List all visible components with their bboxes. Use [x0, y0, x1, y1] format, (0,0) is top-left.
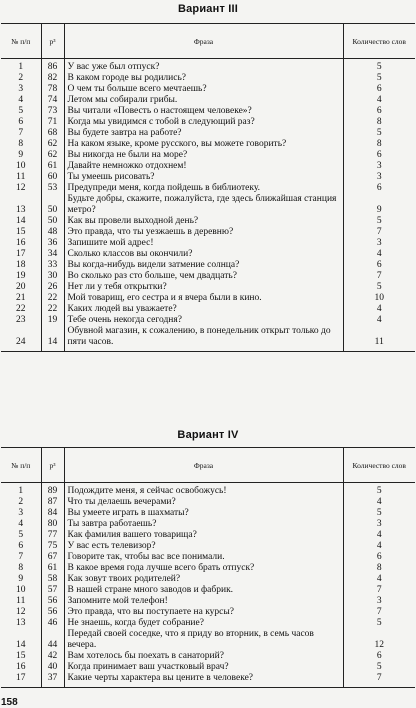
row-number: 6 — [18, 117, 24, 127]
p-value: 62 — [41, 150, 64, 161]
row-number: 9 — [18, 574, 24, 584]
word-count: 7 — [343, 227, 415, 238]
row-number: 12 — [16, 183, 26, 193]
phrase-text: Во сколько раз сто больше, чем двадцать? — [64, 271, 343, 282]
word-count: 4 — [343, 95, 415, 106]
table-row — [1, 84, 415, 95]
table-row — [1, 282, 415, 293]
phrase-text: Передай своей соседке, что я приду во вторник, в семь часов вечера. — [64, 629, 343, 651]
row-number: 11 — [16, 172, 26, 182]
phrase-text: Вы когда-нибудь видели затмение солнца? — [64, 260, 343, 271]
row-number: 2 — [18, 497, 24, 507]
word-count: 10 — [343, 293, 415, 304]
table-row — [1, 150, 415, 161]
phrase-text: Ты умеешь рисовать? — [64, 172, 343, 183]
table-row — [1, 249, 415, 260]
phrase-text: На каком языке, кроме русского, вы можете говорить? — [64, 139, 343, 150]
table-row — [1, 651, 415, 662]
row-number: 24 — [16, 337, 26, 347]
table-row — [1, 62, 415, 73]
word-count: 5 — [343, 73, 415, 84]
word-count: 9 — [343, 194, 415, 216]
word-count: 5 — [343, 216, 415, 227]
phrase-text: Каких людей вы уважаете? — [64, 304, 343, 315]
table-row — [1, 106, 415, 117]
word-count: 6 — [343, 552, 415, 563]
row-number: 10 — [16, 161, 26, 171]
p-value: 50 — [41, 194, 64, 216]
p-value: 71 — [41, 117, 64, 128]
row-number: 1 — [18, 62, 24, 72]
p-value: 19 — [41, 315, 64, 326]
word-count: 6 — [343, 150, 415, 161]
row-number: 16 — [16, 662, 26, 672]
phrase-text: В нашей стране много заводов и фабрик. — [64, 585, 343, 596]
table-row — [1, 315, 415, 326]
table-row — [1, 139, 415, 150]
word-count: 5 — [343, 618, 415, 629]
phrase-text: Вы читали «Повесть о настоящем человеке»? — [64, 106, 343, 117]
row-number: 8 — [18, 139, 24, 149]
row-number: 2 — [18, 73, 24, 83]
p-value: 86 — [41, 62, 64, 73]
word-count: 11 — [343, 326, 415, 348]
word-count: 3 — [343, 172, 415, 183]
row-number: 15 — [16, 651, 26, 661]
phrase-text: Мой товарищ, его сестра и я вчера были в кино. — [64, 293, 343, 304]
row-number: 10 — [16, 585, 26, 595]
p-value: 37 — [41, 673, 64, 684]
phrase-text: Какие черты характера вы цените в человеке? — [64, 673, 343, 684]
p-value: 42 — [41, 651, 64, 662]
phrase-text: Когда принимает ваш участковый врач? — [64, 662, 343, 673]
row-number: 19 — [16, 271, 26, 281]
table-row — [1, 497, 415, 508]
table-row — [1, 629, 415, 651]
row-number: 9 — [18, 150, 24, 160]
table-header-row — [1, 24, 415, 59]
table-row — [1, 607, 415, 618]
p-value: 67 — [41, 552, 64, 563]
row-number: 3 — [18, 84, 24, 94]
row-number: 16 — [16, 238, 26, 248]
p-value: 68 — [41, 128, 64, 139]
row-number: 7 — [18, 552, 24, 562]
table-row — [1, 73, 415, 84]
word-count: 8 — [343, 117, 415, 128]
word-count: 4 — [343, 541, 415, 552]
p-value: 73 — [41, 106, 64, 117]
column-header-word-count: Количество слов — [343, 24, 415, 59]
p-value: 61 — [41, 563, 64, 574]
table-spacer-row — [1, 684, 415, 688]
p-value: 78 — [41, 84, 64, 95]
table-row — [1, 585, 415, 596]
row-number: 3 — [18, 508, 24, 518]
word-count: 5 — [343, 508, 415, 519]
word-count: 5 — [343, 486, 415, 497]
word-count: 6 — [343, 260, 415, 271]
table-row — [1, 304, 415, 315]
phrase-text: Подождите меня, я сейчас освобожусь! — [64, 486, 343, 497]
word-count: 4 — [343, 249, 415, 260]
word-count: 12 — [343, 629, 415, 651]
phrase-text: Как фамилия вашего товарища? — [64, 530, 343, 541]
p-value: 46 — [41, 618, 64, 629]
word-count: 8 — [343, 563, 415, 574]
phrase-text: О чем ты больше всего мечтаешь? — [64, 84, 343, 95]
word-count: 5 — [343, 662, 415, 673]
phrase-text: Как вы провели выходной день? — [64, 216, 343, 227]
p-value: 50 — [41, 216, 64, 227]
variant-3-table — [1, 23, 415, 352]
table-row — [1, 552, 415, 563]
phrase-text: Сколько классов вы окончили? — [64, 249, 343, 260]
word-count: 5 — [343, 282, 415, 293]
table-row — [1, 596, 415, 607]
row-number: 20 — [16, 282, 26, 292]
p-value: 22 — [41, 293, 64, 304]
phrase-text: Нет ли у тебя открытки? — [64, 282, 343, 293]
phrase-text: Давайте немножко отдохнем! — [64, 161, 343, 172]
phrase-text: Вы будете завтра на работе? — [64, 128, 343, 139]
row-number: 13 — [16, 618, 26, 628]
table-row — [1, 673, 415, 684]
phrase-text: Что ты делаешь вечерами? — [64, 497, 343, 508]
page-number: 158 — [1, 697, 18, 708]
p-value: 87 — [41, 497, 64, 508]
phrase-text: Это правда, что вы поступаете на курсы? — [64, 607, 343, 618]
phrase-text: Запомните мой телефон! — [64, 596, 343, 607]
phrase-text: Это правда, что ты уезжаешь в деревню? — [64, 227, 343, 238]
p-value: 61 — [41, 161, 64, 172]
p-value: 56 — [41, 596, 64, 607]
word-count: 6 — [343, 183, 415, 194]
table-row — [1, 486, 415, 497]
p-value: 62 — [41, 139, 64, 150]
word-count: 8 — [343, 139, 415, 150]
table-row — [1, 227, 415, 238]
table-row — [1, 95, 415, 106]
row-number: 13 — [16, 205, 26, 215]
table-row — [1, 541, 415, 552]
row-number: 4 — [18, 95, 24, 105]
phrase-text: Вы умеете играть в шахматы? — [64, 508, 343, 519]
word-count: 7 — [343, 271, 415, 282]
column-header-phrase: Фраза — [64, 448, 343, 483]
word-count: 6 — [343, 651, 415, 662]
row-number: 17 — [16, 249, 26, 259]
p-value: 30 — [41, 271, 64, 282]
p-value: 56 — [41, 607, 64, 618]
word-count: 7 — [343, 607, 415, 618]
p-value: 22 — [41, 304, 64, 315]
phrase-text: У вас есть телевизор? — [64, 541, 343, 552]
table-row — [1, 161, 415, 172]
phrase-text: Тебе очень некогда сегодня? — [64, 315, 343, 326]
p-value: 40 — [41, 662, 64, 673]
phrase-text: Вы никогда не были на море? — [64, 150, 343, 161]
p-value: 34 — [41, 249, 64, 260]
p-value: 75 — [41, 541, 64, 552]
p-value: 44 — [41, 629, 64, 651]
row-number: 6 — [18, 541, 24, 551]
column-header-number: № п/п — [1, 24, 41, 59]
word-count: 4 — [343, 574, 415, 585]
table-row — [1, 271, 415, 282]
word-count: 5 — [343, 62, 415, 73]
p-value: 57 — [41, 585, 64, 596]
table-row — [1, 530, 415, 541]
row-number: 17 — [16, 673, 26, 683]
phrase-text: Запишите мой адрес! — [64, 238, 343, 249]
phrase-text: В какое время года лучше всего брать отпуск? — [64, 563, 343, 574]
word-count: 3 — [343, 238, 415, 249]
p-value: 60 — [41, 172, 64, 183]
row-number: 23 — [16, 315, 26, 325]
p-value: 82 — [41, 73, 64, 84]
phrase-text: В каком городе вы родились? — [64, 73, 343, 84]
table-row — [1, 293, 415, 304]
row-number: 21 — [16, 293, 26, 303]
row-number: 7 — [18, 128, 24, 138]
row-number: 15 — [16, 227, 26, 237]
table-row — [1, 238, 415, 249]
phrase-text: У вас уже был отпуск? — [64, 62, 343, 73]
variant-4-title: Вариант IV — [177, 429, 239, 441]
p-value: 53 — [41, 183, 64, 194]
p-value: 58 — [41, 574, 64, 585]
phrase-text: Будьте добры, скажите, пожалуйста, где здесь ближайшая станция метро? — [64, 194, 343, 216]
p-value: 26 — [41, 282, 64, 293]
p-value: 84 — [41, 508, 64, 519]
column-header-p: p³ — [41, 24, 64, 59]
p-value: 89 — [41, 486, 64, 497]
variant-3-title: Вариант III — [177, 3, 239, 15]
table-row — [1, 117, 415, 128]
word-count: 7 — [343, 673, 415, 684]
word-count: 5 — [343, 128, 415, 139]
p-value: 14 — [41, 326, 64, 348]
phrase-text: Говорите так, чтобы вас все понимали. — [64, 552, 343, 563]
row-number: 4 — [18, 519, 24, 529]
column-header-word-count: Количество слов — [343, 448, 415, 483]
table-row — [1, 326, 415, 348]
table-row — [1, 260, 415, 271]
row-number: 8 — [18, 563, 24, 573]
row-number: 1 — [18, 486, 24, 496]
table-row — [1, 194, 415, 216]
table-spacer-row — [1, 348, 415, 352]
table-row — [1, 508, 415, 519]
table-row — [1, 618, 415, 629]
row-number: 22 — [16, 304, 26, 314]
table-row — [1, 563, 415, 574]
row-number: 5 — [18, 530, 24, 540]
phrase-text: Как зовут твоих родителей? — [64, 574, 343, 585]
row-number: 14 — [16, 640, 26, 650]
phrase-text: Ты завтра работаешь? — [64, 519, 343, 530]
table-row — [1, 128, 415, 139]
p-value: 48 — [41, 227, 64, 238]
variant-4-table — [1, 447, 415, 688]
phrase-text: Предупреди меня, когда пойдешь в библиотеку. — [64, 183, 343, 194]
word-count: 4 — [343, 315, 415, 326]
row-number: 11 — [16, 596, 26, 606]
word-count: 6 — [343, 84, 415, 95]
row-number: 12 — [16, 607, 26, 617]
table-header-row — [1, 448, 415, 483]
p-value: 74 — [41, 95, 64, 106]
column-header-number: № п/п — [1, 448, 41, 483]
phrase-text: Когда мы увидимся с тобой в следующий раз? — [64, 117, 343, 128]
row-number: 5 — [18, 106, 24, 116]
word-count: 4 — [343, 497, 415, 508]
word-count: 6 — [343, 106, 415, 117]
phrase-text: Летом мы собирали грибы. — [64, 95, 343, 106]
phrase-text: Обувной магазин, к сожалению, в понедельник открыт только до пяти часов. — [64, 326, 343, 348]
column-header-phrase: Фраза — [64, 24, 343, 59]
phrase-text: Вам хотелось бы поехать в санаторий? — [64, 651, 343, 662]
word-count: 3 — [343, 161, 415, 172]
row-number: 18 — [16, 260, 26, 270]
p-value: 80 — [41, 519, 64, 530]
table-row — [1, 216, 415, 227]
word-count: 4 — [343, 530, 415, 541]
word-count: 7 — [343, 585, 415, 596]
table-row — [1, 183, 415, 194]
table-row — [1, 662, 415, 673]
word-count: 3 — [343, 596, 415, 607]
table-row — [1, 519, 415, 530]
table-row — [1, 574, 415, 585]
word-count: 3 — [343, 519, 415, 530]
p-value: 36 — [41, 238, 64, 249]
phrase-text: Не знаешь, когда будет собрание? — [64, 618, 343, 629]
word-count: 4 — [343, 304, 415, 315]
row-number: 14 — [16, 216, 26, 226]
p-value: 33 — [41, 260, 64, 271]
column-header-p: p³ — [41, 448, 64, 483]
table-row — [1, 172, 415, 183]
p-value: 77 — [41, 530, 64, 541]
